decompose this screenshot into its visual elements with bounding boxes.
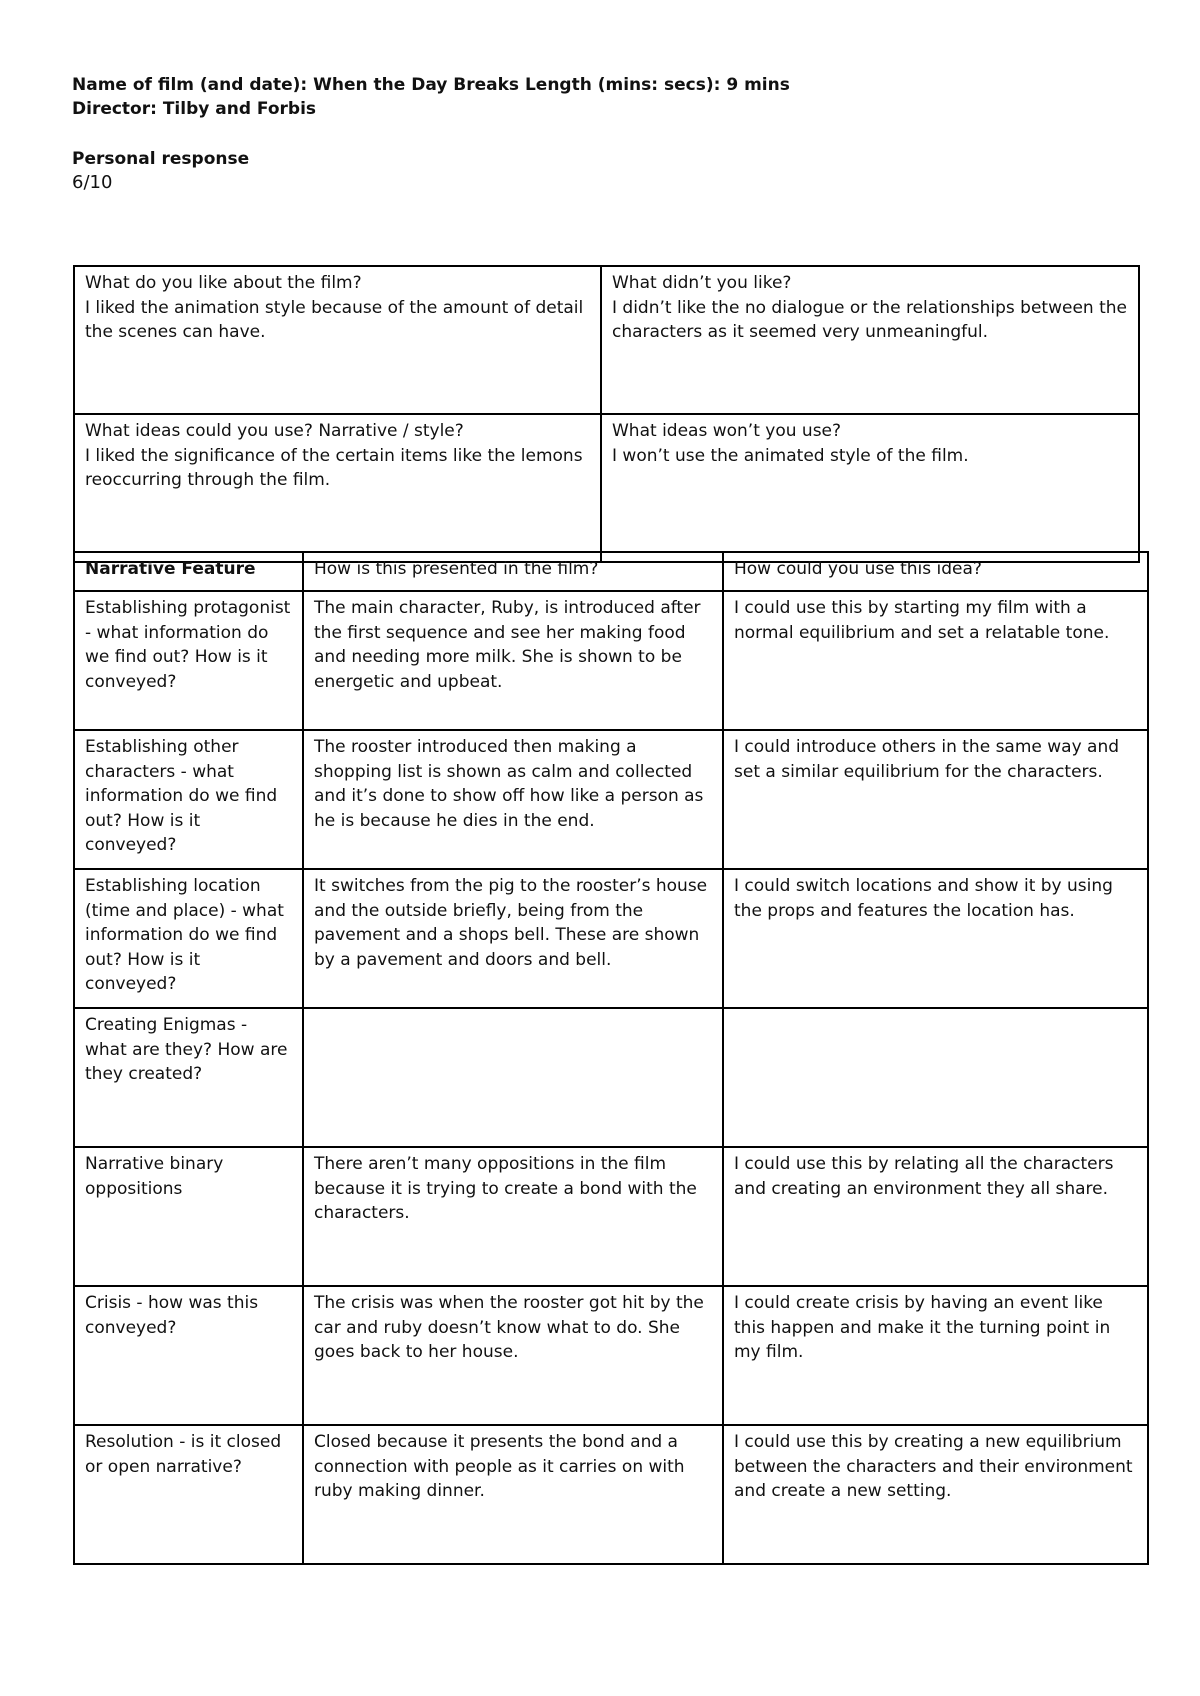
question-cell-ideas-wont-use bbox=[601, 414, 1139, 562]
questions-row bbox=[74, 266, 1139, 414]
header-narrative-feature: Narrative Feature bbox=[74, 552, 303, 591]
question-answer: I didn’t like the no dialogue or the relationships between the characters as it seemed very unmeaningful. bbox=[612, 297, 1127, 342]
rating-value: 6/10 bbox=[72, 172, 113, 193]
narrative-row-enigmas bbox=[74, 1008, 1148, 1147]
feature-cell: Establishing other characters - what information do we find out? How is it conveyed? bbox=[74, 730, 303, 869]
question-cell-likes bbox=[74, 266, 601, 414]
use-cell: I could use this by starting my film with a normal equilibrium and set a relatable tone. bbox=[723, 591, 1148, 730]
narrative-row-binary-oppositions bbox=[74, 1147, 1148, 1286]
question-title: What do you like about the film? bbox=[85, 273, 362, 293]
narrative-row-resolution bbox=[74, 1425, 1148, 1564]
use-cell: I could use this by relating all the characters and creating an environment they all share. bbox=[723, 1147, 1148, 1286]
presented-cell: The crisis was when the rooster got hit by the car and ruby doesn’t know what to do. She goes back to her house. bbox=[303, 1286, 723, 1425]
presented-cell: Closed because it presents the bond and a connection with people as it carries on with ruby making dinner. bbox=[303, 1425, 723, 1564]
question-cell-dislikes bbox=[601, 266, 1139, 414]
header-how-use: How could you use this idea? bbox=[723, 552, 1148, 591]
personal-response-label: Personal response bbox=[72, 149, 250, 169]
narrative-row-crisis bbox=[74, 1286, 1148, 1425]
feature-cell: Resolution - is it closed or open narrative? bbox=[74, 1425, 303, 1564]
use-cell: I could introduce others in the same way and set a similar equilibrium for the characters. bbox=[723, 730, 1148, 869]
question-title: What ideas won’t you use? bbox=[612, 421, 842, 441]
use-cell: I could create crisis by having an event like this happen and make it the turning point in my film. bbox=[723, 1286, 1148, 1425]
narrative-row-location bbox=[74, 869, 1148, 1008]
use-cell: I could switch locations and show it by using the props and features the location has. bbox=[723, 869, 1148, 1008]
feature-cell: Narrative binary oppositions bbox=[74, 1147, 303, 1286]
presented-cell: The main character, Ruby, is introduced after the first sequence and see her making food and needing more milk. She is shown to be energetic and upbeat. bbox=[303, 591, 723, 730]
narrative-features-table bbox=[73, 551, 1149, 1565]
film-title-line: Name of film (and date): When the Day Breaks Length (mins: secs): 9 mins bbox=[72, 75, 790, 95]
use-cell bbox=[723, 1008, 1148, 1147]
presented-cell: There aren’t many oppositions in the film because it is trying to create a bond with the characters. bbox=[303, 1147, 723, 1286]
question-answer: I won’t use the animated style of the film. bbox=[612, 445, 969, 466]
question-title: What didn’t you like? bbox=[612, 273, 792, 293]
header-how-presented: How is this presented in the film? bbox=[303, 552, 723, 591]
presented-cell bbox=[303, 1008, 723, 1147]
feature-cell: Establishing protagonist - what information do we find out? How is it conveyed? bbox=[74, 591, 303, 730]
narrative-row-other-characters bbox=[74, 730, 1148, 869]
director-line: Director: Tilby and Forbis bbox=[72, 99, 317, 119]
presented-cell: It switches from the pig to the rooster’s house and the outside briefly, being from the pavement and a shops bell. These are shown by a pavement and doors and bell. bbox=[303, 869, 723, 1008]
question-cell-ideas-use bbox=[74, 414, 601, 562]
narrative-row-protagonist bbox=[74, 591, 1148, 730]
feature-cell: Creating Enigmas - what are they? How are they created? bbox=[74, 1008, 303, 1147]
feature-cell: Establishing location (time and place) - what information do we find out? How is it conveyed? bbox=[74, 869, 303, 1008]
use-cell: I could use this by creating a new equilibrium between the characters and their environment and create a new setting. bbox=[723, 1425, 1148, 1564]
narrative-header-row bbox=[74, 552, 1148, 591]
question-answer: I liked the significance of the certain items like the lemons reoccurring through the film. bbox=[85, 445, 583, 490]
document-header bbox=[72, 73, 790, 195]
header-spacer bbox=[72, 121, 790, 147]
feature-cell: Crisis - how was this conveyed? bbox=[74, 1286, 303, 1425]
questions-table bbox=[73, 265, 1140, 563]
question-answer: I liked the animation style because of the amount of detail the scenes can have. bbox=[85, 297, 584, 342]
question-title: What ideas could you use? Narrative / style? bbox=[85, 421, 464, 441]
questions-row bbox=[74, 414, 1139, 562]
presented-cell: The rooster introduced then making a shopping list is shown as calm and collected and it’s done to show off how like a person as he is because he dies in the end. bbox=[303, 730, 723, 869]
